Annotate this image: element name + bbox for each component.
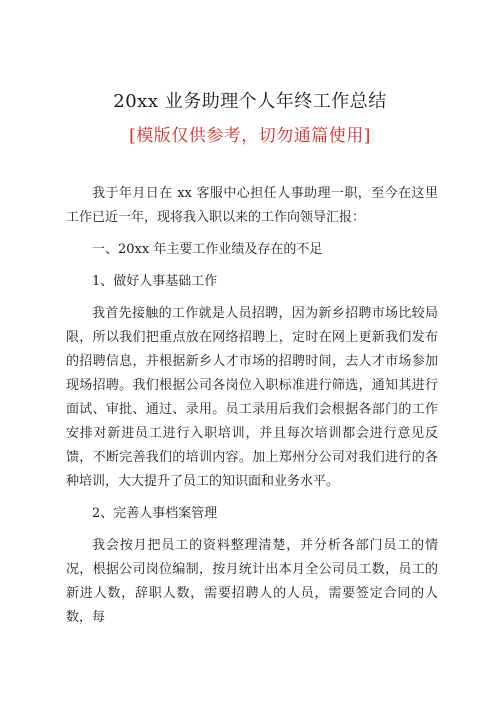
archive-paragraph: 我会按月把员工的资料整理清楚，并分析各部门员工的情况，根据公司岗位编制，按月统计出本月全公司员工数，员工的新进人数，辞职人数，需要招聘人的人员，需要签定合同的人数，每 [66, 538, 438, 625]
template-disclaimer: [模版仅供参考，切勿通篇使用] [129, 126, 371, 146]
section-heading: 一、20xx 年主要工作业绩及存在的不足 [92, 242, 323, 257]
subsection-heading-2: 2、完善人事档案管理 [92, 506, 218, 521]
subsection-heading-1: 1、做好人事基础工作 [92, 274, 218, 289]
document-body [66, 182, 438, 638]
document-title: 20xx 业务助理个人年终工作总结 [113, 91, 387, 112]
intro-paragraph: 我于年月日在 xx 客服中心担任人事助理一职，至今在这里工作已近一年，现将我入职以来的工作向领导汇报： [66, 186, 438, 225]
recruitment-paragraph: 我首先接触的工作就是人员招聘，因为新乡招聘市场比较局限，所以我们把重点放在网络招聘上，定时在网上更新我们发布的招聘信息，并根据新乡人才市场的招聘时间，去人才市场参加现场招聘。我们根据公司各岗位入职标准进行筛选，通知其进行面试、审批、通过、录用。员工录用后我们会根据各部门的工作安排对新进员工进行入职培训，并且每次培训都会进行意见反馈，不断完善我们的培训内容。加上郑州分公司对我们进行的各种培训，大大提升了员工的知识面和业务水平。 [66, 306, 438, 489]
